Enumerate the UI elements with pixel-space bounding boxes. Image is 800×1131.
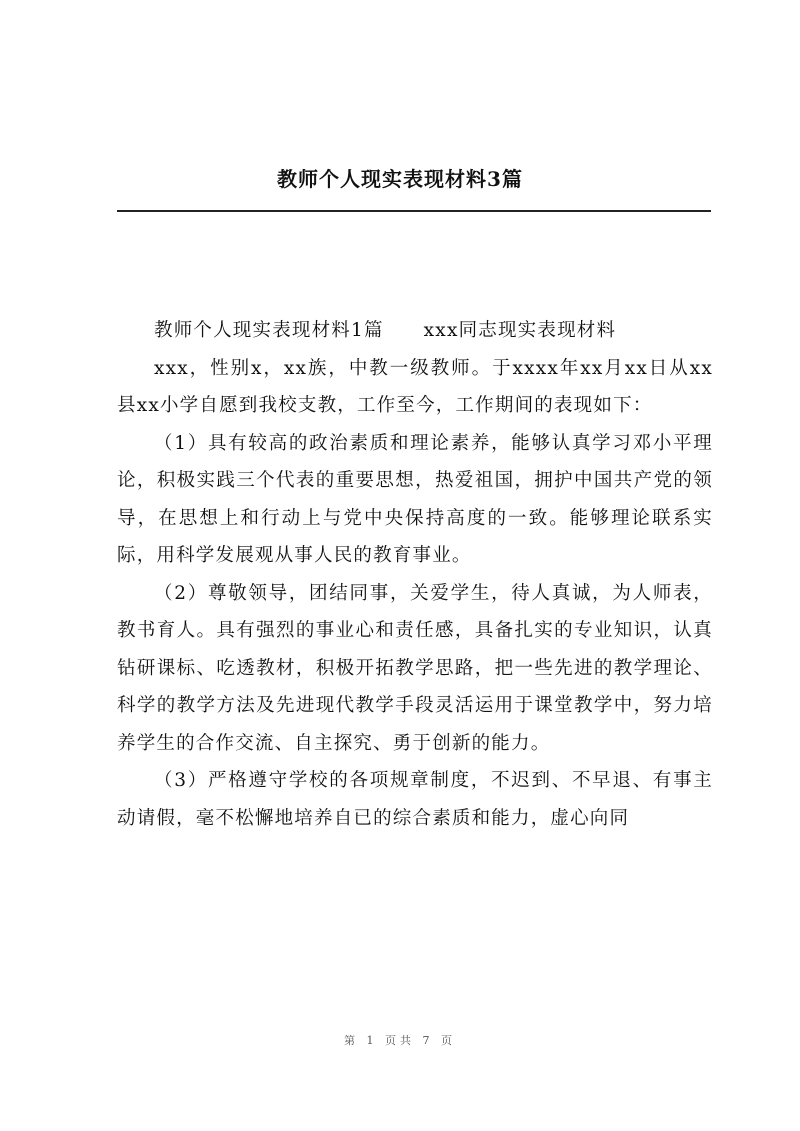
paragraph-3: （3）严格遵守学校的各项规章制度，不迟到、不早退、有事主动请假，毫不松懈地培养自已的综合素质和能力，虚心向同 bbox=[117, 770, 713, 829]
section-heading: 教师个人现实表现材料1篇 bbox=[154, 320, 384, 341]
paragraph-1: （1）具有较高的政治素质和理论素养，能够认真学习邓小平理论，积极实践三个代表的重要思想，热爱祖国，拥护中国共产党的领导，在思想上和行动上与党中央保持高度的一致。能够理论联系实际，用科学发展观从事人民的教育事业。 bbox=[117, 432, 713, 566]
document-body bbox=[117, 312, 713, 837]
page-footer: 第 1 页共 7 页 bbox=[344, 1034, 456, 1047]
section-subheading: xxx同志现实表现材料 bbox=[423, 320, 617, 341]
section-heading-line bbox=[117, 312, 713, 350]
paragraph-intro: xxx，性别x，xx族，中教一级教师。于xxxx年xx月xx日从xx县xx小学自愿到我校支教，工作至今，工作期间的表现如下： bbox=[117, 357, 713, 416]
title-rule bbox=[117, 210, 711, 212]
document-title: 教师个人现实表现材料3篇 bbox=[277, 167, 523, 191]
paragraph-2: （2）尊敬领导，团结同事，关爱学生，待人真诚，为人师表，教书育人。具有强烈的事业心和责任感，具备扎实的专业知识，认真钻研课标、吃透教材，积极开拓教学思路，把一些先进的教学理论、科学的教学方法及先进现代教学手段灵活运用于课堂教学中，努力培养学生的合作交流、自主探究、勇于创新的能力。 bbox=[117, 582, 713, 754]
